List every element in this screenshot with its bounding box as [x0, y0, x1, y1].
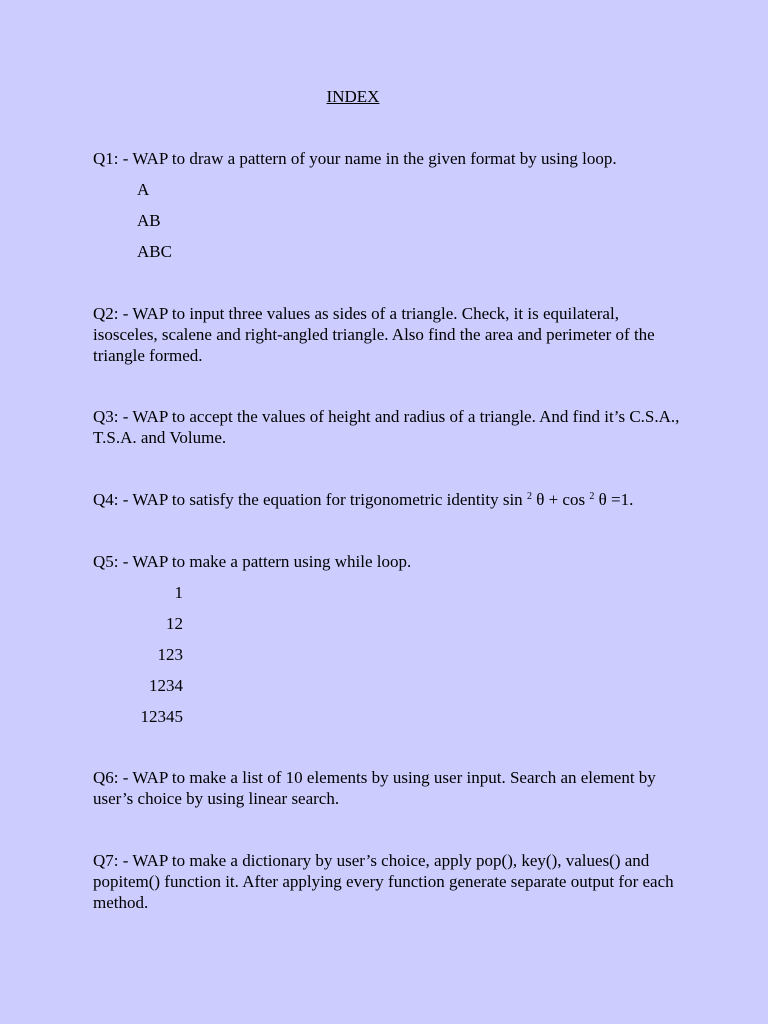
question-text: WAP to make a dictionary by user’s choice, apply pop(), key(), values() and popitem() function it. After applying every function generate separate output for each method. — [93, 851, 674, 912]
page-title: INDEX — [326, 87, 380, 106]
pattern-line: AB — [137, 211, 161, 230]
number-pattern — [93, 582, 183, 737]
question-7 — [93, 850, 683, 913]
question-text: θ + cos — [536, 490, 586, 509]
pattern-line: 12 — [166, 614, 183, 633]
question-label: Q1: - — [93, 149, 129, 168]
pattern-line: ABC — [137, 242, 172, 261]
question-label: Q3: - — [93, 407, 129, 426]
question-label: Q5: - — [93, 552, 129, 571]
question-label: Q6: - — [93, 768, 129, 787]
pattern-line: 1234 — [149, 676, 183, 695]
question-label: Q4: - — [93, 490, 129, 509]
name-pattern — [137, 179, 172, 272]
question-text: WAP to make a list of 10 elements by using user input. Search an element by user’s choice by using linear search. — [93, 768, 656, 808]
question-4 — [93, 489, 693, 510]
question-label: Q7: - — [93, 851, 129, 870]
question-1 — [93, 148, 683, 169]
question-3 — [93, 406, 683, 448]
question-text: WAP to draw a pattern of your name in the given format by using loop. — [132, 149, 617, 168]
superscript: 2 — [589, 491, 595, 502]
question-text: WAP to accept the values of height and radius of a triangle. And find it’s C.S.A., T.S.A. and Volume. — [93, 407, 680, 447]
superscript: 2 — [526, 491, 532, 502]
question-text: WAP to make a pattern using while loop. — [132, 552, 412, 571]
question-5 — [93, 551, 683, 572]
question-label: Q2: - — [93, 304, 129, 323]
pattern-line: A — [137, 180, 150, 199]
question-6 — [93, 767, 683, 809]
question-text: θ =1. — [598, 490, 634, 509]
pattern-line: 12345 — [140, 707, 183, 726]
question-text: WAP to input three values as sides of a triangle. Check, it is equilateral, isosceles, scalene and right-angled triangle. Also find the area and perimeter of the triangle formed. — [93, 304, 655, 365]
question-text: WAP to satisfy the equation for trigonometric identity sin — [132, 490, 523, 509]
pattern-line: 123 — [157, 645, 183, 664]
question-2 — [93, 303, 683, 366]
pattern-line: 1 — [174, 583, 183, 602]
